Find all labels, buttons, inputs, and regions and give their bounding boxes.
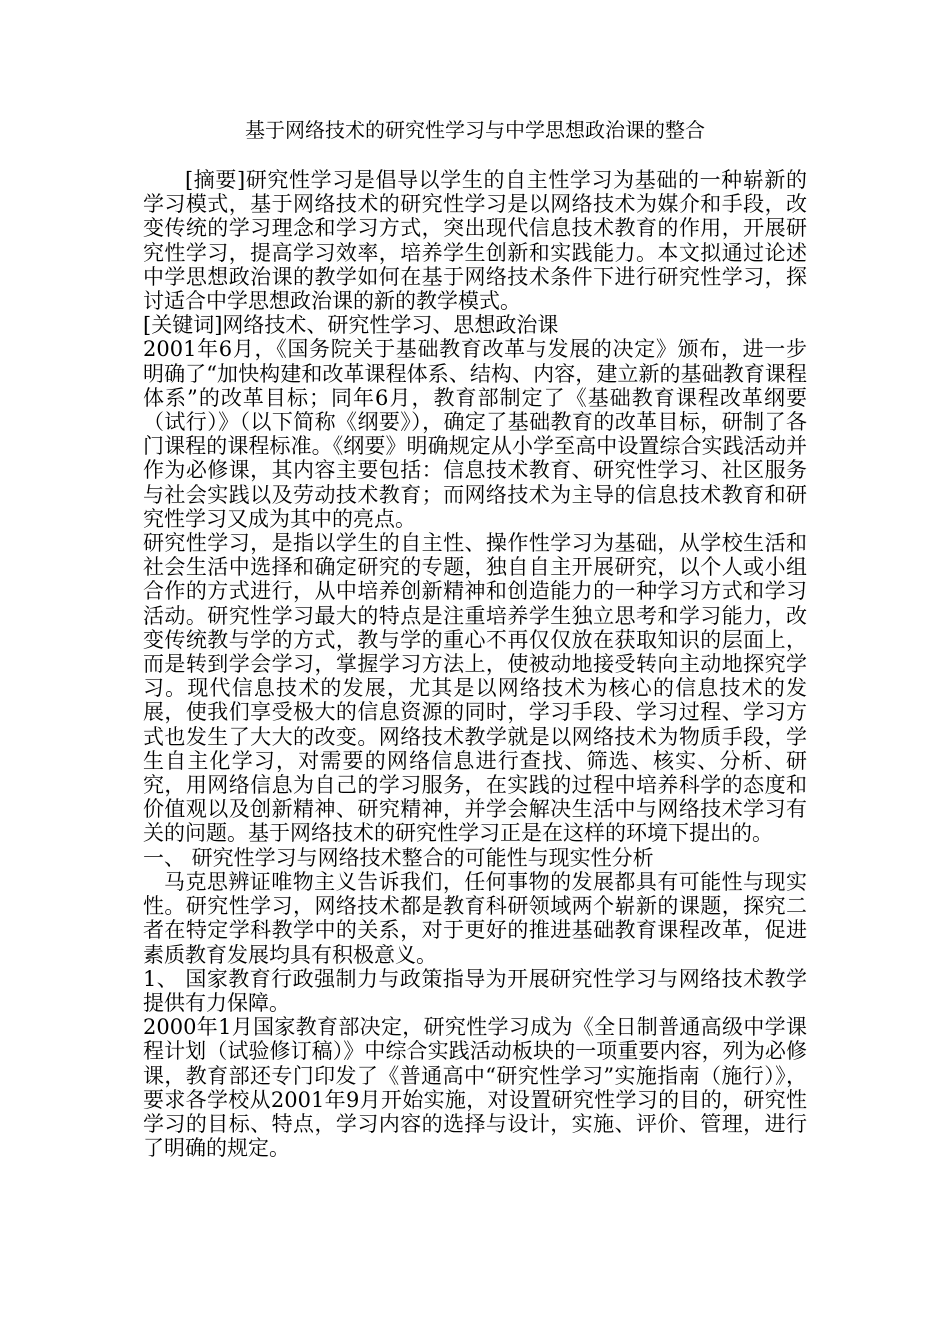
body-paragraph: 研究性学习，是指以学生的自主性、操作性学习为基础，从学校生活和社会生活中选择和确定研究的专题，独自自主开展研究，以个人或小组合作的方式进行，从中培养创新精神和创造能力的一种学习方式和学习活动。研究性学习最大的特点是注重培养学生独立思考和学习能力，改变传统教与学的方式，教与学的重心不再仅仅放在获取知识的层面上，而是转到学会学习，掌握学习方法上，使被动地接受转向主动地探究学习。现代信息技术的发展，尤其是以网络技术为核心的信息技术的发展，使我们享受极大的信息资源的同时，学习手段、学习过程、学习方式也发生了大大的改变。网络技术教学就是以网络技术为物质手段，学生自主化学习，对需要的网络信息进行查找、筛选、核实、分析、研究，用网络信息为自己的学习服务，在实践的过程中培养科学的态度和价值观以及创新精神、研究精神，并学会解决生活中与网络技术学习有关的问题。基于网络技术的研究性学习正是在这样的环境下提出的。 <box>143 531 807 846</box>
abstract-paragraph: [摘要]研究性学习是倡导以学生的自主性学习为基础的一种崭新的学习模式，基于网络技术的研究性学习是以网络技术为媒介和手段，改变传统的学习理念和学习方式，突出现代信息技术教育的作用，开展研究性学习，提高学习效率，培养学生创新和实践能力。本文拟通过论述中学思想政治课的教学如何在基于网络技术条件下进行研究性学习，探讨适合中学思想政治课的新的教学模式。 <box>143 168 807 314</box>
section-heading: 一、 研究性学习与网络技术整合的可能性与现实性分析 <box>143 845 654 870</box>
document-page <box>143 118 807 1160</box>
keywords-line: [关键词]网络技术、研究性学习、思想政治课 <box>143 313 559 338</box>
subsection-heading: 1、 国家教育行政强制力与政策指导为开展研究性学习与网络技术教学提供有力保障。 <box>143 966 807 1015</box>
section-intro-paragraph: 马克思辨证唯物主义告诉我们，任何事物的发展都具有可能性与现实性。研究性学习，网络技术都是教育科研领域两个崭新的课题，探究二者在特定学科教学中的关系，对于更好的推进基础教育课程改革，促进素质教育发展均具有积极意义。 <box>143 869 807 967</box>
document-title: 基于网络技术的研究性学习与中学思想政治课的整合 <box>245 118 705 142</box>
body-paragraph: 2000年1月国家教育部决定，研究性学习成为《全日制普通高级中学课程计划（试验修订稿）》中综合实践活动板块的一项重要内容，列为必修课，教育部还专门印发了《普通高中“研究性学习”实施指南（施行）》，要求各学校从2001年9月开始实施，对设置研究性学习的目的，研究性学习的目标、特点，学习内容的选择与设计，实施、评价、管理，进行了明确的规定。 <box>143 1015 807 1161</box>
body-paragraph: 2001年6月，《国务院关于基础教育改革与发展的决定》颁布，进一步明确了“加快构建和改革课程体系、结构、内容，建立新的基础教育课程体系”的改革目标；同年6月，教育部制定了《基础教育课程改革纲要（试行）》（以下简称《纲要》），确定了基础教育的改革目标，研制了各门课程的课程标准。《纲要》明确规定从小学至高中设置综合实践活动并作为必修课，其内容主要包括：信息技术教育、研究性学习、社区服务与社会实践以及劳动技术教育；而网络技术为主导的信息技术教育和研究性学习又成为其中的亮点。 <box>143 337 807 531</box>
